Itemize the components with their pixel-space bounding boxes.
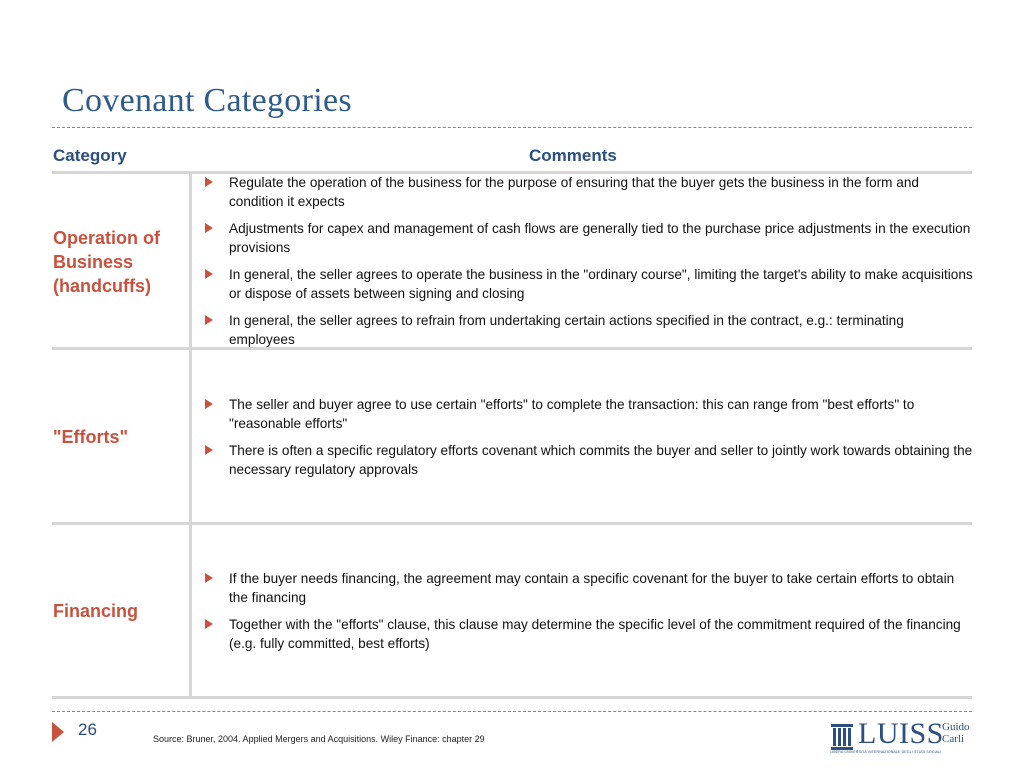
list-item: Regulate the operation of the business for the purpose of ensuring that the buyer gets the business in the form and condition it expects xyxy=(203,173,973,211)
slide-title: Covenant Categories xyxy=(62,82,352,119)
list-item: In general, the seller agrees to refrain from undertaking certain actions specified in the contract, e.g.: terminating employees xyxy=(203,311,973,349)
comments-header: Comments xyxy=(529,146,617,165)
source-citation: Source: Bruner, 2004. Applied Mergers and Acquisitions. Wiley Finance: chapter 29 xyxy=(153,734,485,744)
list-item: The seller and buyer agree to use certain "efforts" to complete the transaction: this can range from "best efforts" to "reasonable efforts" xyxy=(203,395,973,433)
bullet-arrow-icon xyxy=(205,223,213,233)
category-header: Category xyxy=(53,146,127,165)
column-divider xyxy=(189,174,192,698)
logo-tagline: LIBERA UNIVERSITÀ INTERNAZIONALE DEGLI STUDI SOCIALI xyxy=(830,750,942,754)
logo-guido: Guido xyxy=(942,721,970,733)
column-icon xyxy=(830,724,854,750)
bullet-arrow-icon xyxy=(205,399,213,409)
bullet-arrow-icon xyxy=(205,445,213,455)
bullet-arrow-icon xyxy=(205,619,213,629)
bullet-arrow-icon xyxy=(205,315,213,325)
list-item: Adjustments for capex and management of cash flows are generally tied to the purchase price adjustments in the execution provisions xyxy=(203,219,973,257)
bullet-arrow-icon xyxy=(205,177,213,187)
luiss-logo xyxy=(830,717,975,756)
list-item: There is often a specific regulatory efforts covenant which commits the buyer and seller to jointly work towards obtaining the necessary regulatory approvals xyxy=(203,441,973,479)
title-divider xyxy=(52,127,972,128)
category-efforts: "Efforts" xyxy=(53,427,129,447)
list-item: In general, the seller agrees to operate the business in the "ordinary course", limiting the target's ability to make acquisitions or dispose of assets between signing and closing xyxy=(203,265,973,303)
comments-financing xyxy=(203,569,973,661)
category-financing: Financing xyxy=(53,601,138,621)
page-marker-icon xyxy=(52,722,64,742)
bullet-arrow-icon xyxy=(205,269,213,279)
list-item: If the buyer needs financing, the agreement may contain a specific covenant for the buyer to take certain efforts to obtain the financing xyxy=(203,569,973,607)
logo-carli: Carli xyxy=(942,733,964,745)
bullet-arrow-icon xyxy=(205,573,213,583)
comments-efforts xyxy=(203,395,973,487)
comments-operation-of-business xyxy=(203,173,973,357)
list-item: Together with the "efforts" clause, this clause may determine the specific level of the commitment required of the financing (e.g. fully committed, best efforts) xyxy=(203,615,973,653)
category-operation-of-business: Operation of Business (handcuffs) xyxy=(53,228,160,296)
logo-word: LUISS xyxy=(858,717,944,750)
footer-divider xyxy=(52,711,972,712)
page-number: 26 xyxy=(78,720,97,739)
